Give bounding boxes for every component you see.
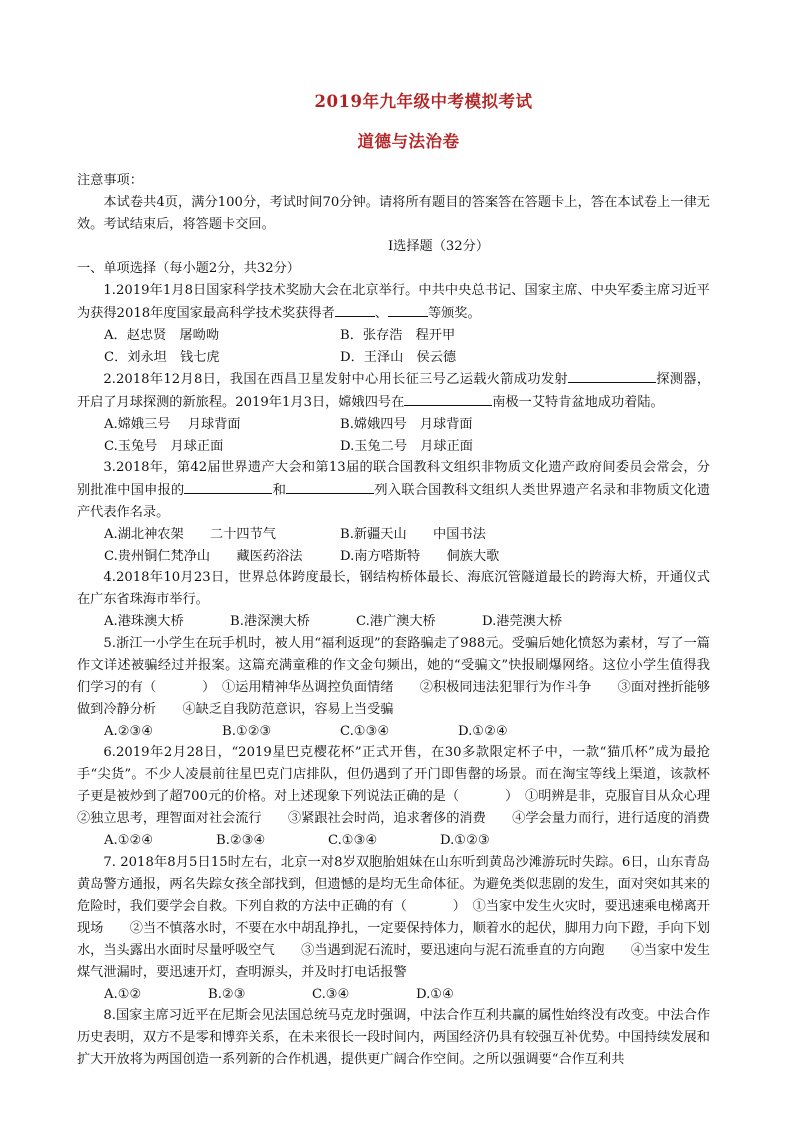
option-b: B.嫦娥四号 月球背面 [340,417,473,432]
option-d: D.玉兔二号 月球正面 [340,438,473,454]
question-7-stem: 7. 2018年8月5日15时左右，北京一对8岁双胞胎姐妹在山东听到黄岛沙滩游玩时失踪。6日，山东青岛黄岛警方通报，两名失踪女孩全部找到，但遗憾的是均无生命体征。为避免类似悲剧的发生，面对突如其来的危险时，我们要学会自救。下列自救的方法中正确的有（ ） ①当家中发生火灾时，要迅速乘电梯离开现场 ②当不慎落水时，不要在水中胡乱挣扎，一定要保持体力，顺着水的起伏，脚用力向下蹬，手向下划水，当头露出水面时尽量呼吸空气 ③当遇到泥石流时，要迅速向与泥石流垂直的方向跑 ④当家中发生煤气泄漏时，要迅速开灯，查明源头，并及时打电话报警 [77,854,710,980]
question-6-stem: 6.2019年2月28日，“2019星巴克樱花杯”正式开售，在30多款限定杯子中，一款“猫爪杯”成为最抢手“尖货”。不少人凌晨前往星巴克门店排队，但仍遇到了开门即售罄的场景。而在淘宝等线上渠道，该款杯子更是被炒到了超700元的价格。对上述现象下列说法正确的是（ ） ①明辨是非，克服盲目从众心理 ②独立思考，理智面对社会流行 ③紧跟社会时尚，追求奢侈的消费 ④学会量力而行，进行适度的消费 [77,745,737,826]
option-d: D.南方嗒斯特 侗族大歌 [340,548,500,564]
question-5-stem: 5.浙江一小学生在玩手机时，被人用“福利返现”的套路骗走了988元。受骗后她化愤怒为素材，写了一篇作文详述被骗经过并报案。这篇充满童稚的作文金句频出，她的“受骗文”快报刷爆网络。这位小学生值得我们学习的有（ ） ①运用精神华丛调控负面情绪 ②积极同违法犯罪行为作斗争 ③面对挫折能够做到冷静分析 ④缺乏自我防范意识，容易上当受骗 [77,635,711,717]
option-c: C.③④ [312,986,350,1002]
question-1-stem: 1.2019年1月8日国家科学技术奖励大会在北京举行。中共中央总书记、国家主席、中央军委主席习近平为获得2018年度国家最高科学技术奖获得者 、 等颁奖。 [77,283,710,321]
answer-blank [404,391,492,406]
question-5-options [77,721,710,743]
option-a: A.湖北神农架 二十四节气 [104,527,276,542]
question-2-options [77,414,710,436]
option-c: C.①③④ [340,723,390,739]
notice-text: 本试卷共4页，满分100分，考试时间70分钟。请将所有题目的答案答在答题卡上，答在本试卷上一律无效。考试结束后，将答题卡交回。 [77,195,710,232]
question-8-stem: 8.国家主席习近平在尼斯会见法国总统马克龙时强调，中法合作互利共赢的属性始终没有改变。中法合作历史表明，双方不是零和博弈关系，在未来很长一段时间内，两国经济仍具有较强互补优势。中国持续发展和扩大开放将为两国创造一系列新的合作机遇，提供更广阔合作空间。之所以强调要“合作互利共 [77,1008,710,1067]
answer-blank [388,302,428,317]
option-a: A.①②④ [104,833,154,848]
question-2-stem: 2.2018年12月8日，我国在西昌卫星发射中心用长征三号乙运载火箭成功发射 探测器，开启了月球探测的新旅程。2019年1月3日，嫦娥四号在 南极一艾特肯盆地成功着陆。 [77,368,710,414]
question-1-options [77,325,710,347]
option-a: A.①② [104,986,142,1002]
answer-blank [286,479,374,494]
exam-subtitle: 道德与法治卷 [357,132,460,151]
option-d: D.①②④ [458,723,508,739]
option-b: B.①②③ [222,723,272,739]
option-a: A.②③④ [104,723,154,739]
question-3-stem: 3.2018年，第42届世界遗产大会和第13届的联合国教科文组织非物质文化遗产政府间委员会常会，分别批准中国申报的 和 列入联合国教科文组织人类世界遗产名录和非物质文化遗产代表作名录。 [77,460,711,520]
question-3-options [77,524,710,546]
question-4-options [77,611,710,633]
option-a: A.港珠澳大桥 [104,614,184,629]
answer-blank [184,479,272,494]
notice-heading: 注意事项： [77,173,143,188]
option-a: A.嫦娥三号 月球背面 [104,417,241,432]
option-b: B．张存浩 程开甲 [340,328,456,343]
option-c: C．刘永坦 钱七虎 [104,349,220,365]
question-3-options [77,546,710,568]
option-c: C.玉兔号 月球正面 [104,438,224,454]
option-c: C.①③④ [328,833,378,848]
section-title: Ⅰ选择题（32分） [387,239,490,254]
option-b: B.②③ [208,986,246,1002]
answer-blank [568,368,656,383]
question-1-options [77,347,710,369]
part-title: 一、单项选择（每小题2分，共32分） [77,261,300,276]
option-d: D．王泽山 侯云德 [340,349,457,365]
question-4-stem: 4.2018年10月23日，世界总体跨度最长，钢结构桥体最长、海底沉管隧道最长的跨海大桥，开通仪式在广东省珠海市举行。 [77,570,710,607]
question-6-options [77,830,710,852]
option-b: B.②③④ [216,833,266,848]
option-d: D.①④ [416,986,454,1002]
question-2-options [77,436,710,458]
option-b: B.港深澳大桥 [230,614,310,629]
option-d: D.①②③ [440,833,490,848]
option-c: C.港广澳大桥 [356,614,436,629]
option-a: A．赵忠贤 屠呦呦 [104,328,220,343]
option-d: D.港莞澳大桥 [482,614,563,629]
question-7-options [77,984,710,1006]
option-c: C.贵州铜仁梵净山 藏医药浴法 [104,548,303,564]
exam-title: 2019年九年级中考模拟考试 [314,92,533,111]
option-b: B.新疆天山 中国书法 [340,527,486,542]
answer-blank [335,302,375,317]
